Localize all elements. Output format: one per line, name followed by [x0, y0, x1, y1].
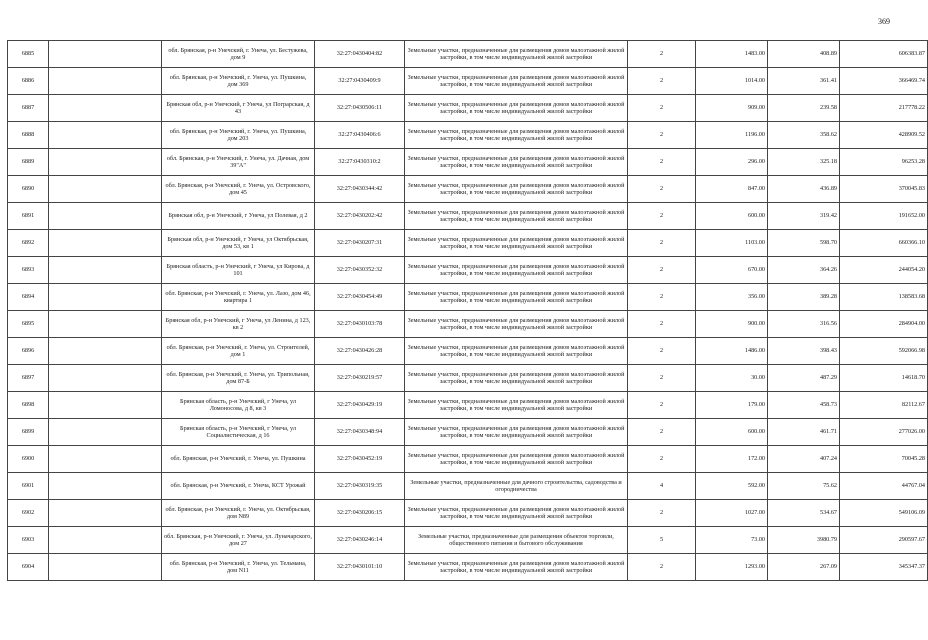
cadastral-value-cell: 660366.10 [840, 230, 928, 257]
row-number: 6895 [8, 311, 49, 338]
specific-value-cell: 458.73 [768, 392, 840, 419]
blank-cell [49, 311, 162, 338]
row-number: 6898 [8, 392, 49, 419]
cadastral-value-cell: 14618.70 [840, 365, 928, 392]
use-group-cell: 2 [628, 41, 696, 68]
cadastral-number-cell: 32:27:0430506:11 [315, 95, 405, 122]
blank-cell [49, 203, 162, 230]
land-use-cell: Земельные участки, предназначенные для размещения домов малоэтажной жилой застройки, в том числе индивидуальной жилой застройки [405, 284, 628, 311]
area-cell: 30.00 [696, 365, 768, 392]
table-row [8, 311, 928, 338]
area-cell: 296.00 [696, 149, 768, 176]
row-number: 6903 [8, 527, 49, 554]
use-group-cell: 2 [628, 95, 696, 122]
area-cell: 900.00 [696, 311, 768, 338]
land-register-table [7, 40, 928, 581]
row-number: 6904 [8, 554, 49, 581]
address-cell: обл. Брянская, р-н Унечский, г. Унеча, ул. Дачная, дом 39"А" [162, 149, 315, 176]
cadastral-value-cell: 244054.20 [840, 257, 928, 284]
table-row [8, 554, 928, 581]
area-cell: 592.00 [696, 473, 768, 500]
cadastral-value-cell: 191652.00 [840, 203, 928, 230]
land-use-cell: Земельные участки, предназначенные для размещения домов малоэтажной жилой застройки, в том числе индивидуальной жилой застройки [405, 230, 628, 257]
use-group-cell: 2 [628, 446, 696, 473]
specific-value-cell: 487.29 [768, 365, 840, 392]
blank-cell [49, 122, 162, 149]
row-number: 6897 [8, 365, 49, 392]
row-number: 6894 [8, 284, 49, 311]
blank-cell [49, 176, 162, 203]
land-use-cell: Земельные участки, предназначенные для размещения домов малоэтажной жилой застройки, в том числе индивидуальной жилой застройки [405, 500, 628, 527]
address-cell: обл. Брянская, р-н Унечский, г. Унеча, ул. Островского, дом 45 [162, 176, 315, 203]
page-number: 369 [878, 17, 890, 26]
use-group-cell: 2 [628, 419, 696, 446]
cadastral-number-cell: 32:27:0430310:2 [315, 149, 405, 176]
table-row [8, 446, 928, 473]
row-number: 6900 [8, 446, 49, 473]
use-group-cell: 2 [628, 554, 696, 581]
address-cell: Брянская область, р-н Унечский, г Унеча, ул Ломоносова, д 8, кв 3 [162, 392, 315, 419]
table-row [8, 41, 928, 68]
blank-cell [49, 554, 162, 581]
address-cell: обл. Брянская, р-н Унечский, г. Унеча, ул. Тельмана, дом N11 [162, 554, 315, 581]
area-cell: 172.00 [696, 446, 768, 473]
specific-value-cell: 436.89 [768, 176, 840, 203]
address-cell: Брянская обл, р-н Унечский, г Унеча, ул Пограрская, д 43 [162, 95, 315, 122]
land-use-cell: Земельные участки, предназначенные для размещения домов малоэтажной жилой застройки, в том числе индивидуальной жилой застройки [405, 446, 628, 473]
land-use-cell: Земельные участки, предназначенные для размещения домов малоэтажной жилой застройки, в том числе индивидуальной жилой застройки [405, 95, 628, 122]
row-number: 6886 [8, 68, 49, 95]
row-number: 6901 [8, 473, 49, 500]
row-number: 6892 [8, 230, 49, 257]
use-group-cell: 2 [628, 176, 696, 203]
cadastral-number-cell: 32:27:0430319:35 [315, 473, 405, 500]
specific-value-cell: 398.43 [768, 338, 840, 365]
table-row [8, 95, 928, 122]
land-use-cell: Земельные участки, предназначенные для размещения домов малоэтажной жилой застройки, в том числе индивидуальной жилой застройки [405, 122, 628, 149]
cadastral-value-cell: 82112.67 [840, 392, 928, 419]
cadastral-value-cell: 96253.28 [840, 149, 928, 176]
table-row [8, 365, 928, 392]
table-row [8, 392, 928, 419]
cadastral-value-cell: 70045.28 [840, 446, 928, 473]
land-use-cell: Земельные участки, предназначенные для размещения домов малоэтажной жилой застройки, в том числе индивидуальной жилой застройки [405, 392, 628, 419]
blank-cell [49, 392, 162, 419]
blank-cell [49, 338, 162, 365]
row-number: 6885 [8, 41, 49, 68]
row-number: 6902 [8, 500, 49, 527]
address-cell: обл. Брянская, р-н Унечский, г. Унеча, ул. Бестужева, дом 9 [162, 41, 315, 68]
cadastral-number-cell: 32:27:0430454:49 [315, 284, 405, 311]
table-row [8, 338, 928, 365]
address-cell: обл. Брянская, р-н Унечский, г. Унеча, ул. Октябрьская, дом N89 [162, 500, 315, 527]
area-cell: 1196.00 [696, 122, 768, 149]
use-group-cell: 2 [628, 500, 696, 527]
blank-cell [49, 473, 162, 500]
address-cell: обл. Брянская, р-н Унечский, г. Унеча, ул. Строителей, дом 1 [162, 338, 315, 365]
blank-cell [49, 500, 162, 527]
area-cell: 1483.00 [696, 41, 768, 68]
table-row [8, 176, 928, 203]
specific-value-cell: 319.42 [768, 203, 840, 230]
use-group-cell: 2 [628, 311, 696, 338]
blank-cell [49, 41, 162, 68]
address-cell: Брянская область, р-н Унечский, г Унеча, ул Социалистическая, д 16 [162, 419, 315, 446]
blank-cell [49, 419, 162, 446]
use-group-cell: 2 [628, 149, 696, 176]
table-row [8, 230, 928, 257]
blank-cell [49, 446, 162, 473]
use-group-cell: 2 [628, 122, 696, 149]
land-use-cell: Земельные участки, предназначенные для размещения домов малоэтажной жилой застройки, в том числе индивидуальной жилой застройки [405, 419, 628, 446]
address-cell: обл. Брянская, р-н Унечский, г. Унеча, ул. Пушкина, дом 369 [162, 68, 315, 95]
land-use-cell: Земельные участки, предназначенные для размещения домов малоэтажной жилой застройки, в том числе индивидуальной жилой застройки [405, 554, 628, 581]
cadastral-number-cell: 32:27:0430452:19 [315, 446, 405, 473]
address-cell: Брянская обл, р-н Унечский, г Унеча, ул Октябрьская, дом 53, кв 1 [162, 230, 315, 257]
cadastral-value-cell: 366469.74 [840, 68, 928, 95]
table-row [8, 500, 928, 527]
address-cell: Брянская обл, р-н Унечский, г Унеча, ул Ленина, д 123, кв 2 [162, 311, 315, 338]
specific-value-cell: 75.62 [768, 473, 840, 500]
address-cell: обл. Брянская, р-н Унечский, г. Унеча, ул. Трипольная, дом 87-Б [162, 365, 315, 392]
land-use-cell: Земельные участки, предназначенные для размещения домов малоэтажной жилой застройки, в том числе индивидуальной жилой застройки [405, 257, 628, 284]
address-cell: Брянская область, р-н Унечский, г Унеча, ул Кирова, д 101 [162, 257, 315, 284]
row-number: 6896 [8, 338, 49, 365]
table-row [8, 68, 928, 95]
row-number: 6887 [8, 95, 49, 122]
register-body [8, 41, 928, 581]
cadastral-number-cell: 32:27:0430426:28 [315, 338, 405, 365]
table-row [8, 284, 928, 311]
table-row [8, 149, 928, 176]
area-cell: 73.00 [696, 527, 768, 554]
cadastral-number-cell: 32:27:0430206:15 [315, 500, 405, 527]
blank-cell [49, 149, 162, 176]
specific-value-cell: 361.41 [768, 68, 840, 95]
land-use-cell: Земельные участки, предназначенные для размещения домов малоэтажной жилой застройки, в том числе индивидуальной жилой застройки [405, 338, 628, 365]
address-cell: обл. Брянская, р-н Унечский, г. Унеча, ул. Пушкина [162, 446, 315, 473]
cadastral-value-cell: 138583.68 [840, 284, 928, 311]
cadastral-number-cell: 32:27:0430202:42 [315, 203, 405, 230]
land-use-cell: Земельные участки, предназначенные для размещения домов малоэтажной жилой застройки, в том числе индивидуальной жилой застройки [405, 311, 628, 338]
cadastral-value-cell: 290597.67 [840, 527, 928, 554]
table-row [8, 473, 928, 500]
area-cell: 1014.00 [696, 68, 768, 95]
cadastral-value-cell: 606383.87 [840, 41, 928, 68]
address-cell: обл. Брянская, р-н Унечский, г. Унеча, КСТ Урожай [162, 473, 315, 500]
cadastral-number-cell: 32:27:0430246:14 [315, 527, 405, 554]
specific-value-cell: 389.28 [768, 284, 840, 311]
use-group-cell: 2 [628, 338, 696, 365]
use-group-cell: 4 [628, 473, 696, 500]
cadastral-value-cell: 277026.00 [840, 419, 928, 446]
specific-value-cell: 358.62 [768, 122, 840, 149]
row-number: 6890 [8, 176, 49, 203]
use-group-cell: 2 [628, 365, 696, 392]
area-cell: 909.00 [696, 95, 768, 122]
area-cell: 356.00 [696, 284, 768, 311]
land-use-cell: Земельные участки, предназначенные для размещения домов малоэтажной жилой застройки, в том числе индивидуальной жилой застройки [405, 176, 628, 203]
blank-cell [49, 284, 162, 311]
specific-value-cell: 3980.79 [768, 527, 840, 554]
specific-value-cell: 267.09 [768, 554, 840, 581]
row-number: 6891 [8, 203, 49, 230]
cadastral-number-cell: 32:27:0430406:6 [315, 122, 405, 149]
land-use-cell: Земельные участки, предназначенные для размещения домов малоэтажной жилой застройки, в том числе индивидуальной жилой застройки [405, 203, 628, 230]
cadastral-number-cell: 32:27:0430219:57 [315, 365, 405, 392]
land-use-cell: Земельные участки, предназначенные для дачного строительства, садоводства и огородничества [405, 473, 628, 500]
specific-value-cell: 316.56 [768, 311, 840, 338]
area-cell: 670.00 [696, 257, 768, 284]
land-use-cell: Земельные участки, предназначенные для размещения домов малоэтажной жилой застройки, в том числе индивидуальной жилой застройки [405, 149, 628, 176]
specific-value-cell: 534.67 [768, 500, 840, 527]
cadastral-value-cell: 345347.37 [840, 554, 928, 581]
specific-value-cell: 407.24 [768, 446, 840, 473]
blank-cell [49, 95, 162, 122]
cadastral-value-cell: 370045.83 [840, 176, 928, 203]
blank-cell [49, 230, 162, 257]
use-group-cell: 2 [628, 284, 696, 311]
area-cell: 600.00 [696, 419, 768, 446]
row-number: 6899 [8, 419, 49, 446]
address-cell: Брянская обл, р-н Унечский, г Унеча, ул Полевая, д 2 [162, 203, 315, 230]
table-row [8, 203, 928, 230]
cadastral-number-cell: 32:27:0430103:78 [315, 311, 405, 338]
cadastral-value-cell: 44767.04 [840, 473, 928, 500]
address-cell: обл. Брянская, р-н Унечский, г. Унеча, ул. Лазо, дом 46, квартира 1 [162, 284, 315, 311]
cadastral-value-cell: 217778.22 [840, 95, 928, 122]
address-cell: обл. Брянская, р-н Унечский, г. Унеча, ул. Пушкина, дом 203 [162, 122, 315, 149]
cadastral-number-cell: 32:27:0430348:94 [315, 419, 405, 446]
cadastral-number-cell: 32:27:0430344:42 [315, 176, 405, 203]
table-row [8, 257, 928, 284]
row-number: 6889 [8, 149, 49, 176]
specific-value-cell: 364.26 [768, 257, 840, 284]
specific-value-cell: 598.70 [768, 230, 840, 257]
cadastral-number-cell: 32:27:0430409:9 [315, 68, 405, 95]
area-cell: 1293.00 [696, 554, 768, 581]
cadastral-number-cell: 32:27:0430352:32 [315, 257, 405, 284]
land-use-cell: Земельные участки, предназначенные для размещения домов малоэтажной жилой застройки, в том числе индивидуальной жилой застройки [405, 68, 628, 95]
cadastral-number-cell: 32:27:0430404:82 [315, 41, 405, 68]
land-use-cell: Земельные участки, предназначенные для размещения объектов торговли, общественного питания и бытового обслуживания [405, 527, 628, 554]
use-group-cell: 2 [628, 257, 696, 284]
area-cell: 600.00 [696, 203, 768, 230]
cadastral-number-cell: 32:27:0430429:19 [315, 392, 405, 419]
use-group-cell: 2 [628, 392, 696, 419]
land-use-cell: Земельные участки, предназначенные для размещения домов малоэтажной жилой застройки, в том числе индивидуальной жилой застройки [405, 41, 628, 68]
address-cell: обл. Брянская, р-н Унечский, г. Унеча, ул. Луначарского, дом 27 [162, 527, 315, 554]
cadastral-value-cell: 428909.52 [840, 122, 928, 149]
use-group-cell: 5 [628, 527, 696, 554]
row-number: 6888 [8, 122, 49, 149]
blank-cell [49, 68, 162, 95]
blank-cell [49, 257, 162, 284]
cadastral-value-cell: 592066.98 [840, 338, 928, 365]
land-use-cell: Земельные участки, предназначенные для размещения домов малоэтажной жилой застройки, в том числе индивидуальной жилой застройки [405, 365, 628, 392]
area-cell: 1103.00 [696, 230, 768, 257]
use-group-cell: 2 [628, 230, 696, 257]
use-group-cell: 2 [628, 203, 696, 230]
table-row [8, 122, 928, 149]
specific-value-cell: 461.71 [768, 419, 840, 446]
area-cell: 179.00 [696, 392, 768, 419]
specific-value-cell: 239.58 [768, 95, 840, 122]
area-cell: 1027.00 [696, 500, 768, 527]
specific-value-cell: 325.18 [768, 149, 840, 176]
use-group-cell: 2 [628, 68, 696, 95]
cadastral-value-cell: 284904.00 [840, 311, 928, 338]
area-cell: 1486.00 [696, 338, 768, 365]
cadastral-number-cell: 32:27:0430101:10 [315, 554, 405, 581]
specific-value-cell: 408.89 [768, 41, 840, 68]
cadastral-value-cell: 549106.09 [840, 500, 928, 527]
blank-cell [49, 365, 162, 392]
area-cell: 847.00 [696, 176, 768, 203]
row-number: 6893 [8, 257, 49, 284]
blank-cell [49, 527, 162, 554]
cadastral-number-cell: 32:27:0430207:31 [315, 230, 405, 257]
table-row [8, 527, 928, 554]
table-row [8, 419, 928, 446]
